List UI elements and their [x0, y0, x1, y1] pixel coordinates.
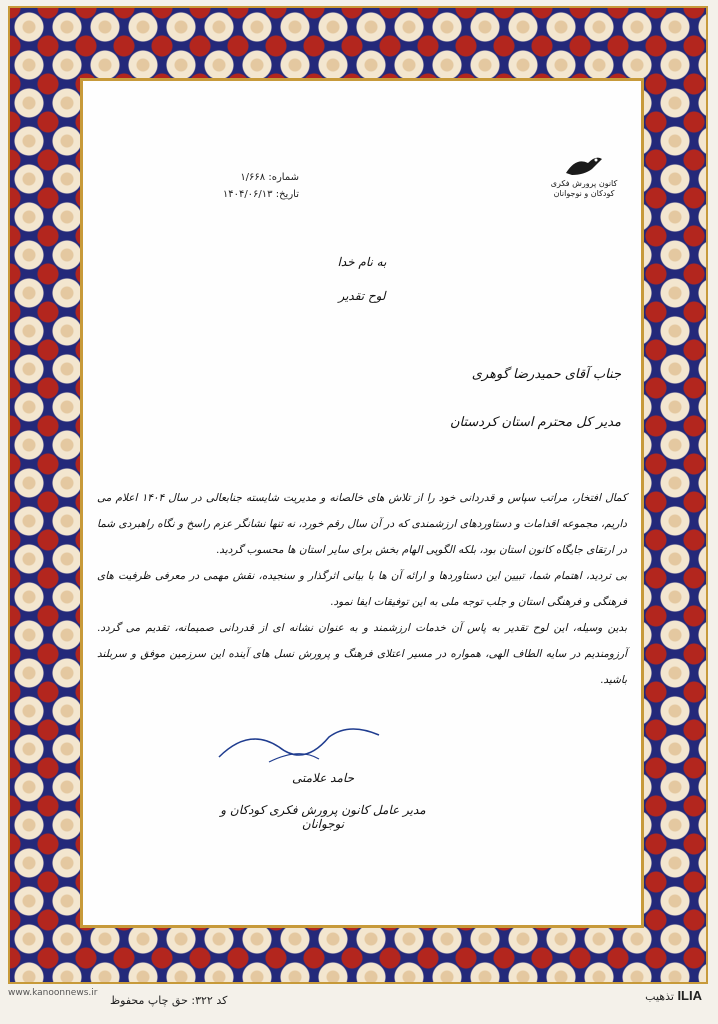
ornamental-border: [8, 6, 708, 984]
logo-line-2: کودکان و نوجوانان: [553, 189, 615, 198]
certificate-heading: لوح تقدیر: [338, 289, 386, 303]
recipient-name: جناب آقای حمیدرضا گوهری: [471, 367, 621, 382]
body-paragraph-3: بدین وسیله، این لوح تقدیر به پاس آن خدمات ارزشمند و به عنوان نشانه ای از قدردانی صمیمانه، تقدیم می گردد. آرزومندیم در سایه الطاف الهی، همواره در مسیر اعتلای فرهنگ و پرورش نسل های آینده این سرزمین موفق و سربلند باشید.: [97, 622, 627, 686]
letter-number: شماره: ۱/۶۶۸: [240, 172, 299, 183]
kanoon-logo: [549, 153, 619, 209]
bismillah: به نام خدا: [337, 255, 387, 269]
print-code: کد ۳۲۲: حق چاپ محفوظ: [110, 994, 228, 1007]
certificate-paper: [80, 78, 644, 928]
signer-name: حامد علامتی: [292, 771, 354, 785]
ilia-brand: ILIA: [677, 988, 702, 1003]
site-watermark: www.kanoonnews.ir: [8, 988, 98, 998]
signature-block: [203, 771, 443, 831]
bird-logo-icon: [562, 153, 606, 179]
bottom-strip: [0, 984, 718, 1024]
handwritten-signature: [209, 717, 389, 777]
recipient-title: مدیر کل محترم استان کردستان: [449, 415, 621, 430]
logo-line-1: کانون پرورش فکری: [550, 179, 618, 188]
letter-date: تاریخ: ۱۴۰۴/۰۶/۱۳: [222, 189, 299, 200]
ilia-label: تذهیب: [645, 990, 674, 1003]
letter-meta: [139, 169, 299, 203]
body-paragraph-1: کمال افتخار، مراتب سپاس و قدردانی خود را از تلاش های خالصانه و مدیریت شایسته جنابعالی در سال ۱۴۰۴ اعلام می داریم، مجموعه اقدامات و دستاوردهای ارزشمندی که در آن سال رقم خورد، نه تنها نشانگر عزم راسخ و نگاه راهبردی شما در ارتقای جایگاه کانون استان بود، بلکه الگویی الهام بخش برای سایر استان ها محسوب گردید.: [97, 492, 628, 556]
body-paragraph-2: بی تردید، اهتمام شما، تبیین این دستاوردها و ارائه آن ها با بیانی اثرگذار و سنجیده، نقش مهمی در معرفی ظرفیت های فرهنگی و فرهنگی استان و جلب توجه ملی به این توفیقات ایفا نمود.: [97, 570, 627, 608]
ilia-mark: [645, 988, 702, 1003]
signer-title: مدیر عامل کانون پرورش فکری کودکان و نوجوانان: [220, 803, 426, 831]
certificate-body: [97, 485, 627, 693]
